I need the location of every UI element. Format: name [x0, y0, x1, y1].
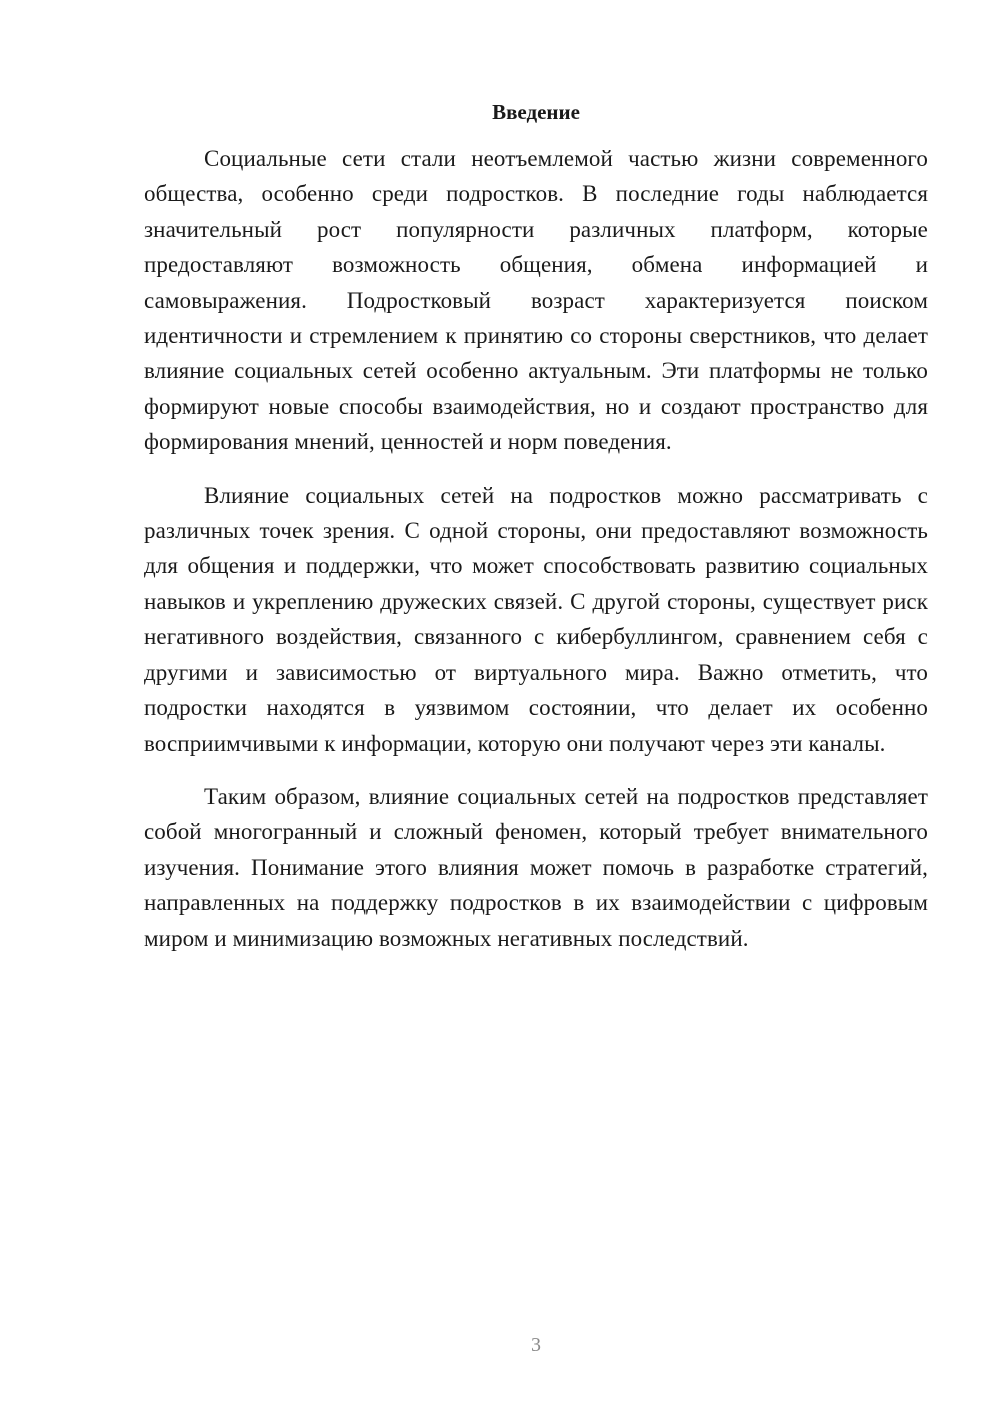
paragraph-1: Социальные сети стали неотъемлемой частью жизни современного общества, особенно среди подростков. В последние годы наблюдается значительный рост популярности различных платформ, которые предоставляют возможность общения, обмена информацией и самовыражения. Подростковый возраст характеризуется поиском идентичности и стремлением к принятию со стороны сверстников, что делает влияние социальных сетей особенно актуальным. Эти платформы не только формируют новые способы взаимодействия, но и создают пространство для формирования мнений, ценностей и норм поведения. [144, 146, 928, 455]
section-heading: Введение [492, 100, 580, 124]
paragraph-3: Таким образом, влияние социальных сетей на подростков представляет собой многогранный и сложный феномен, который требует внимательного изучения. Понимание этого влияния может помочь в разработке стратегий, направленных на поддержку подростков в их взаимодействии с цифровым миром и минимизацию возможных негативных последствий. [144, 783, 928, 951]
paragraph-2: Влияние социальных сетей на подростков можно рассматривать с различных точек зрения. С одной стороны, они предоставляют возможность для общения и поддержки, что может способствовать развитию социальных навыков и укреплению дружеских связей. С другой стороны, существует риск негативного воздействия, связанного с кибербуллингом, сравнением себя с другими и зависимостью от виртуального мира. Важно отметить, что подростки находятся в уязвимом состоянии, что делает их особенно восприимчивыми к информации, которую они получают через эти каналы. [144, 482, 928, 756]
page-number: 3 [531, 1334, 541, 1356]
body-text [144, 141, 928, 974]
